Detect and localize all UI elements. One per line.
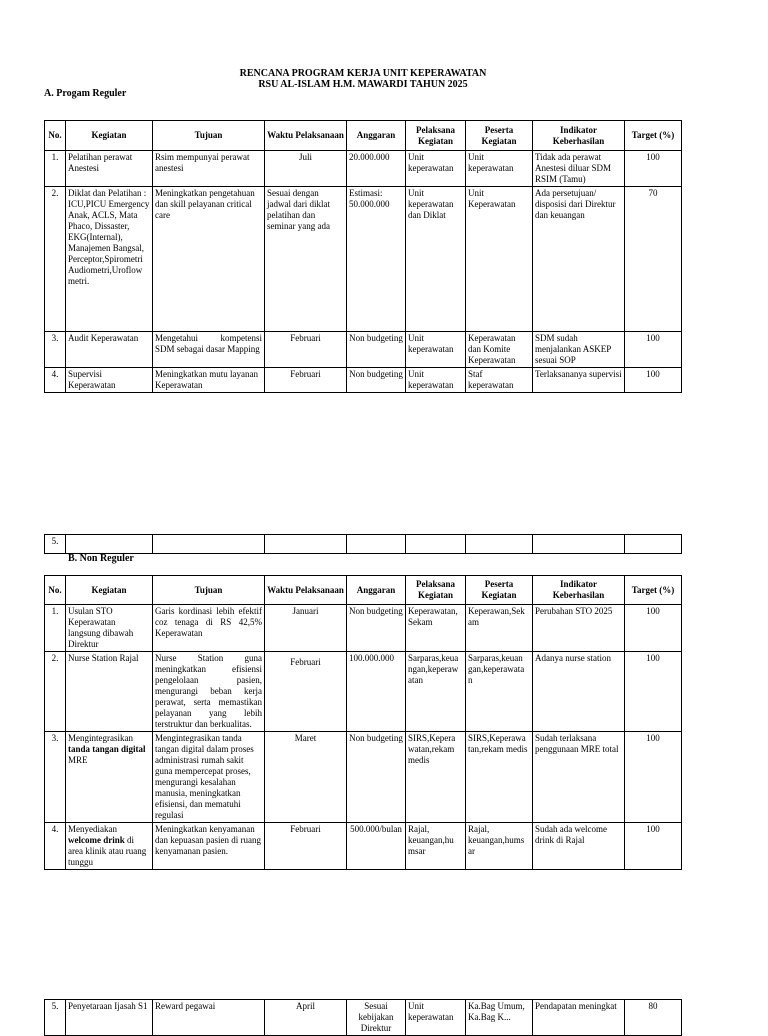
row-no: 4. [45,823,66,870]
row-tujuan [153,535,265,554]
table-row [45,187,682,332]
row-kegiatan: Usulan STO Keperawatan langsung dibawah Direktur [66,605,153,652]
kegiatan-text-suffix: di area klinik atau ruang tunggu [68,835,147,867]
row-no: 2. [45,187,66,332]
row-indikator: Terlaksananya supervisi [533,368,625,393]
row-waktu: Februari [265,332,347,368]
row-kegiatan [66,535,153,554]
reguler-table-continued [44,534,682,554]
row-kegiatan: Nurse Station Rajal [66,652,153,732]
row-indikator: Sudah ada welcome drink di Rajal [533,823,625,870]
header-no: No. [45,121,66,151]
row-tujuan: Nurse Station guna meningkatkan efisiensi pengelolaan pasien, mengurangi beban kerja perawat, serta memastikan pelayanan yang lebih terstruktur dan berkualitas. [153,652,265,732]
row-kegiatan [66,732,153,823]
header-kegiatan: Kegiatan [66,121,153,151]
row-peserta: Rajal, keuangan,hums ar [466,823,533,870]
row-tujuan: Garis kordinasi lebih efektif coz tenaga di RS 42,5% Keperawatan [153,605,265,652]
row-indikator: Tidak ada perawat Anestesi diluar SDM RSIM (Tamu) [533,151,625,187]
header-indikator: Indikator Keberhasilan [533,576,625,605]
header-no: No. [45,576,66,605]
row-anggaran: Estimasi: 50.000.000 [347,187,406,332]
row-tujuan: Reward pegawai [153,1000,265,1036]
row-target: 80 [625,1000,682,1036]
row-kegiatan: Supervisi Keperawatan [66,368,153,393]
table-row [45,605,682,652]
row-anggaran: Non budgeting [347,605,406,652]
row-anggaran: Non budgeting [347,332,406,368]
row-kegiatan: Diklat dan Pelatihan : ICU,PICU Emergency Anak, ACLS, Mata Phaco, Dissaster, EKG(Internal), Manajemen Bangsal, Perceptor,Spirometri Audiometri,Uroflow metri. [66,187,153,332]
row-anggaran: Non budgeting [347,732,406,823]
kegiatan-bold-text: welcome drink [68,835,125,845]
row-no: 2. [45,652,66,732]
row-kegiatan: Penyetaraan Ijasah S1 [66,1000,153,1036]
table-row [45,368,682,393]
row-no: 4. [45,368,66,393]
row-no: 5. [45,1000,66,1036]
table-header-row [45,121,682,151]
row-pelaksana: Unit keperawatan dan Diklat [406,187,466,332]
row-target: 100 [625,652,682,732]
row-target: 100 [625,732,682,823]
row-no: 3. [45,332,66,368]
header-pelaksana: Pelaksana Kegiatan [406,121,466,151]
table-row [45,535,682,554]
header-waktu: Waktu Pelaksanaan [265,121,347,151]
header-peserta: Peserta Kegiatan [466,576,533,605]
header-waktu: Waktu Pelaksanaan [265,576,347,605]
header-target: Target (%) [625,121,682,151]
table-row [45,332,682,368]
row-no: 5. [45,535,66,554]
header-tujuan: Tujuan [153,576,265,605]
row-pelaksana: Unit keperawatan [406,368,466,393]
document-title-line2: RSU AL-ISLAM H.M. MAWARDI TAHUN 2025 [258,79,468,90]
row-tujuan: Rsim mempunyai perawat anestesi [153,151,265,187]
row-indikator: SDM sudah menjalankan ASKEP sesuai SOP [533,332,625,368]
row-tujuan: Mengetahui kompetensi SDM sebagai dasar Mapping [153,332,265,368]
row-peserta: Ka.Bag Umum, Ka.Bag K... [466,1000,533,1036]
row-tujuan: Meningkatkan pengetahuan dan skill pelayanan critical care [153,187,265,332]
row-target [625,535,682,554]
row-waktu: Januari [265,605,347,652]
row-pelaksana: Rajal, keuangan,hu msar [406,823,466,870]
header-peserta: Peserta Kegiatan [466,121,533,151]
row-peserta: Unit keperawatan [466,151,533,187]
table-row [45,823,682,870]
header-indikator: Indikator Keberhasilan [533,121,625,151]
row-pelaksana: Unit keperawatan [406,151,466,187]
header-kegiatan: Kegiatan [66,576,153,605]
header-anggaran: Anggaran [347,576,406,605]
section-a-heading: A. Progam Reguler [44,88,127,99]
row-kegiatan: Pelatihan perawat Anestesi [66,151,153,187]
row-anggaran [347,535,406,554]
row-indikator: Perubahan STO 2025 [533,605,625,652]
row-indikator: Ada persetujuan/ disposisi dari Direktur dan keuangan [533,187,625,332]
header-target: Target (%) [625,576,682,605]
table-header-row [45,576,682,605]
kegiatan-text-suffix: MRE [68,755,88,765]
row-indikator: Pendapatan meningkat [533,1000,625,1036]
row-waktu: Juli [265,151,347,187]
row-pelaksana: Unit keperawatan [406,1000,466,1036]
table-row [45,652,682,732]
row-peserta: Unit Keperawatan [466,187,533,332]
kegiatan-text: Menyediakan [68,824,117,834]
row-target: 100 [625,368,682,393]
row-kegiatan [66,823,153,870]
row-target: 100 [625,332,682,368]
table-row [45,732,682,823]
row-indikator: Adanya nurse station [533,652,625,732]
kegiatan-bold-text: tanda tangan digital [68,744,146,754]
row-target: 100 [625,605,682,652]
row-anggaran: Non budgeting [347,368,406,393]
row-anggaran: Sesuai kebijakan Direktur [347,1000,406,1036]
table-row [45,1000,682,1036]
row-indikator: Sudah terlaksana penggunaan MRE total [533,732,625,823]
header-tujuan: Tujuan [153,121,265,151]
row-waktu: Sesuai dengan jadwal dari diklat pelatihan dan seminar yang ada [265,187,347,332]
row-peserta: SIRS,Keperawa tan,rekam medis [466,732,533,823]
header-pelaksana: Pelaksana Kegiatan [406,576,466,605]
row-target: 100 [625,151,682,187]
row-waktu: Februari [265,823,347,870]
row-anggaran: 20.000.000 [347,151,406,187]
row-target: 100 [625,823,682,870]
row-peserta [466,535,533,554]
row-pelaksana: Keperawatan, Sekam [406,605,466,652]
row-kegiatan: Audit Keperawatan [66,332,153,368]
row-pelaksana [406,535,466,554]
row-anggaran: 500.000/bulan [347,823,406,870]
row-tujuan: Meningkatkan kenyamanan dan kepuasan pasien di ruang kenyamanan pasien. [153,823,265,870]
document-title-line1: RENCANA PROGRAM KERJA UNIT KEPERAWATAN [239,68,487,79]
row-peserta: Keperawan,Sek am [466,605,533,652]
row-peserta: Staf keperawatan [466,368,533,393]
row-peserta: Keperawatan dan Komite Keperawatan [466,332,533,368]
row-peserta: Sarparas,keuan gan,keperawata n [466,652,533,732]
row-pelaksana: Sarparas,keua ngan,keperaw atan [406,652,466,732]
row-tujuan: Mengintegrasikan tanda tangan digital dalam proses administrasi rumah sakit guna mempercepat proses, mengurangi kesalahan manusia, meningkatkan efisiensi, dan mematuhi regulasi [153,732,265,823]
row-waktu: Februari [265,368,347,393]
reguler-table [44,120,682,393]
row-target: 70 [625,187,682,332]
header-anggaran: Anggaran [347,121,406,151]
row-no: 1. [45,605,66,652]
row-pelaksana: SIRS,Kepera watan,rekam medis [406,732,466,823]
row-waktu: Februari [265,652,347,732]
row-no: 3. [45,732,66,823]
row-tujuan: Meningkatkan mutu layanan Keperawatan [153,368,265,393]
table-row [45,151,682,187]
row-anggaran: 100.000.000 [347,652,406,732]
section-b-heading: B. Non Reguler [68,553,134,564]
row-waktu: April [265,1000,347,1036]
row-waktu: Maret [265,732,347,823]
non-reguler-table-continued [44,999,682,1036]
kegiatan-text: Mengintegrasikan [68,733,133,743]
non-reguler-table [44,575,682,870]
row-waktu [265,535,347,554]
row-no: 1. [45,151,66,187]
row-pelaksana: Unit keperawatan [406,332,466,368]
row-indikator [533,535,625,554]
